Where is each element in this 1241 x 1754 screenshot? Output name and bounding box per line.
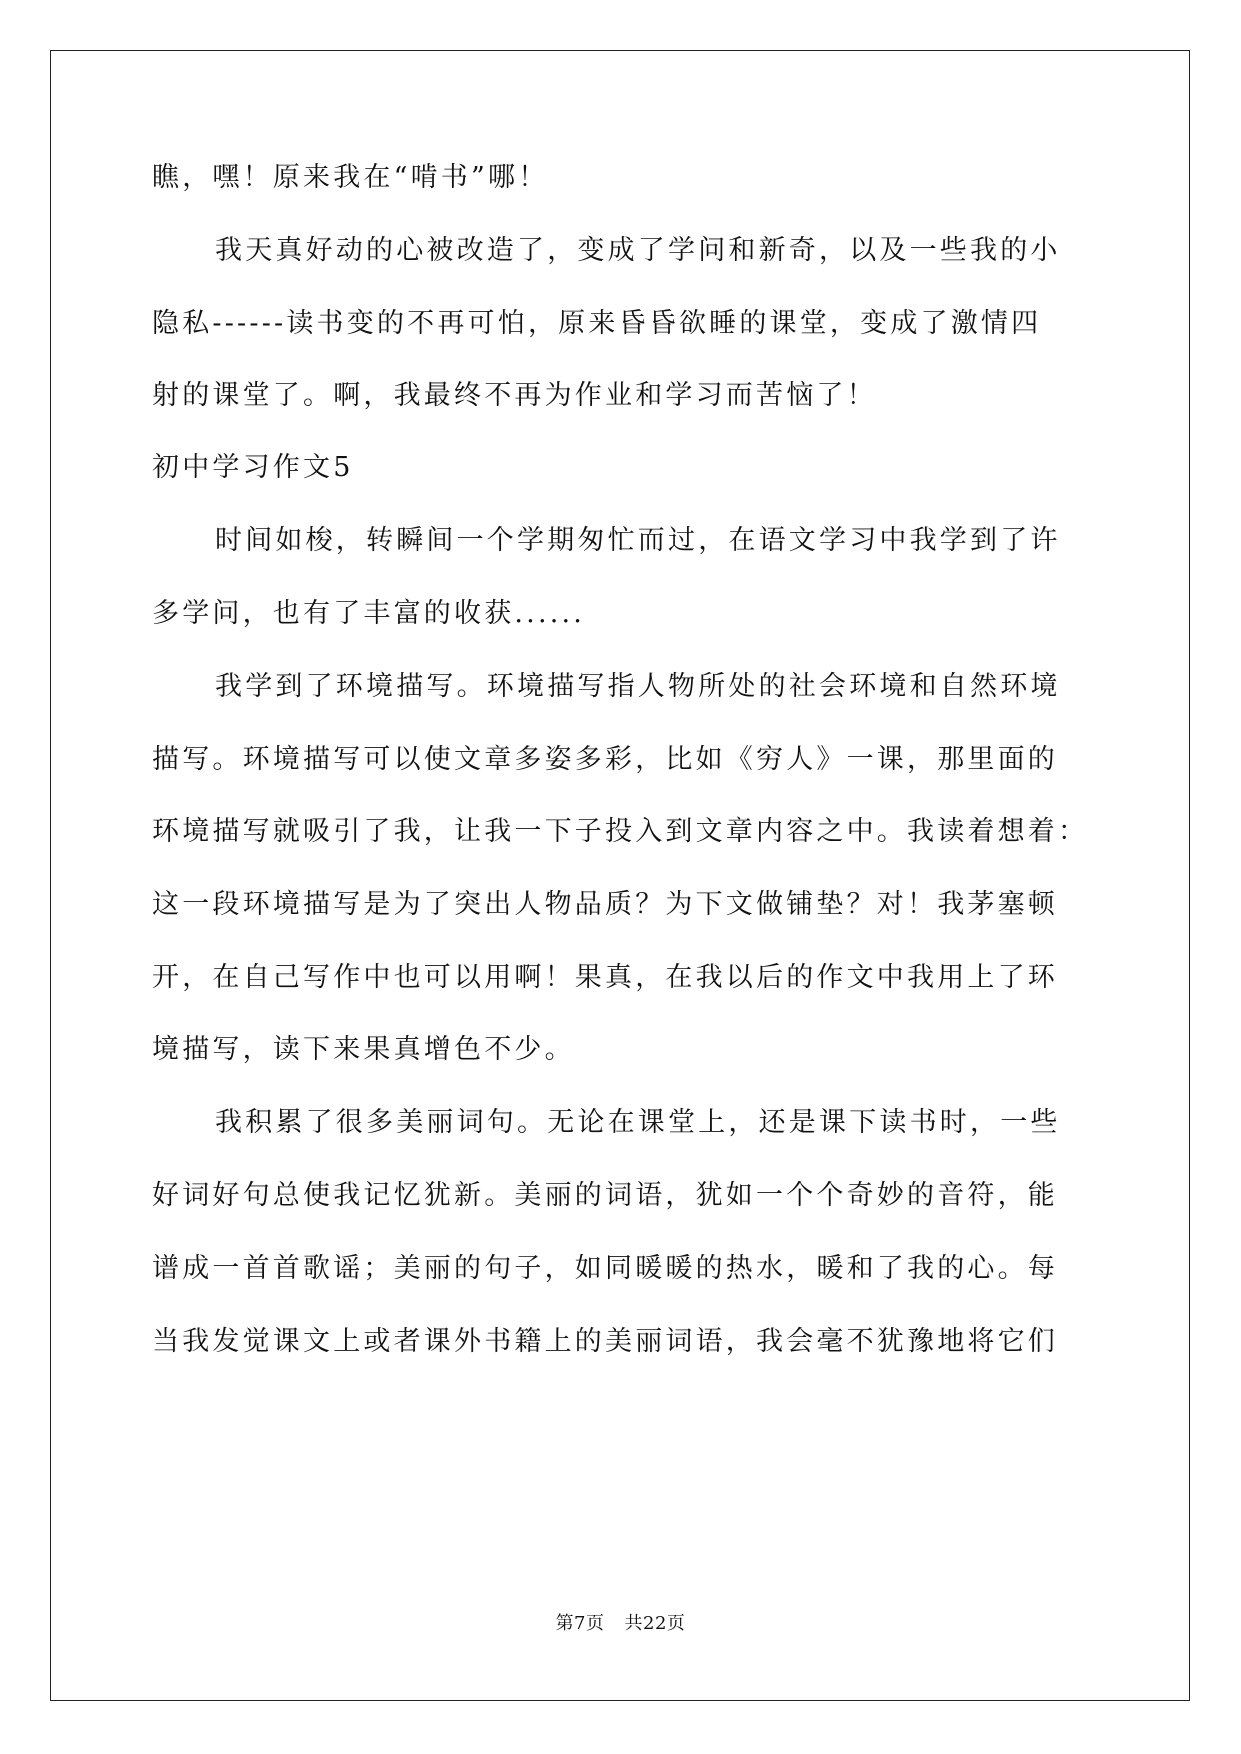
page-footer — [0, 1612, 1241, 1636]
paragraph-start-line: 时间如梭，转瞬间一个学期匆忙而过，在语文学习中我学到了许 — [215, 525, 1061, 556]
text-line: 当我发觉课文上或者课外书籍上的美丽词语，我会毫不犹豫地将它们 — [152, 1326, 1058, 1357]
paragraph-start-line: 我天真好动的心被改造了，变成了学问和新奇，以及一些我的小 — [215, 235, 1061, 266]
text-line: 环境描写就吸引了我，让我一下子投入到文章内容之中。我读着想着： — [152, 816, 1089, 847]
text-line: 多学问，也有了丰富的收获...... — [152, 598, 586, 629]
page-total: 共22页 — [624, 1613, 686, 1634]
text-line: 这一段环境描写是为了突出人物品质？为下文做铺垫？对！我茅塞顿 — [152, 889, 1058, 920]
page-number: 第7页 — [555, 1613, 605, 1634]
paragraph-start-line: 我学到了环境描写。环境描写指人物所处的社会环境和自然环境 — [215, 671, 1061, 702]
text-line: 境描写，读下来果真增色不少。 — [152, 1034, 575, 1065]
text-line: 谱成一首首歌谣；美丽的句子，如同暖暖的热水，暖和了我的心。每 — [152, 1253, 1058, 1284]
text-line: 好词好句总使我记忆犹新。美丽的词语，犹如一个个奇妙的音符，能 — [152, 1180, 1058, 1211]
text-line: 瞧，嘿！原来我在“啃书”哪！ — [152, 162, 549, 193]
paragraph-start-line: 我积累了很多美丽词句。无论在课堂上，还是课下读书时，一些 — [215, 1107, 1061, 1138]
text-line: 射的课堂了。啊，我最终不再为作业和学习而苦恼了！ — [152, 380, 877, 411]
text-line: 隐私------读书变的不再可怕，原来昏昏欲睡的课堂，变成了激情四 — [152, 308, 1042, 339]
section-heading: 初中学习作文5 — [152, 452, 354, 483]
page-frame — [50, 50, 1190, 1701]
text-line: 开，在自己写作中也可以用啊！果真，在我以后的作文中我用上了环 — [152, 962, 1058, 993]
text-line: 描写。环境描写可以使文章多姿多彩，比如《穷人》一课，那里面的 — [152, 744, 1058, 775]
